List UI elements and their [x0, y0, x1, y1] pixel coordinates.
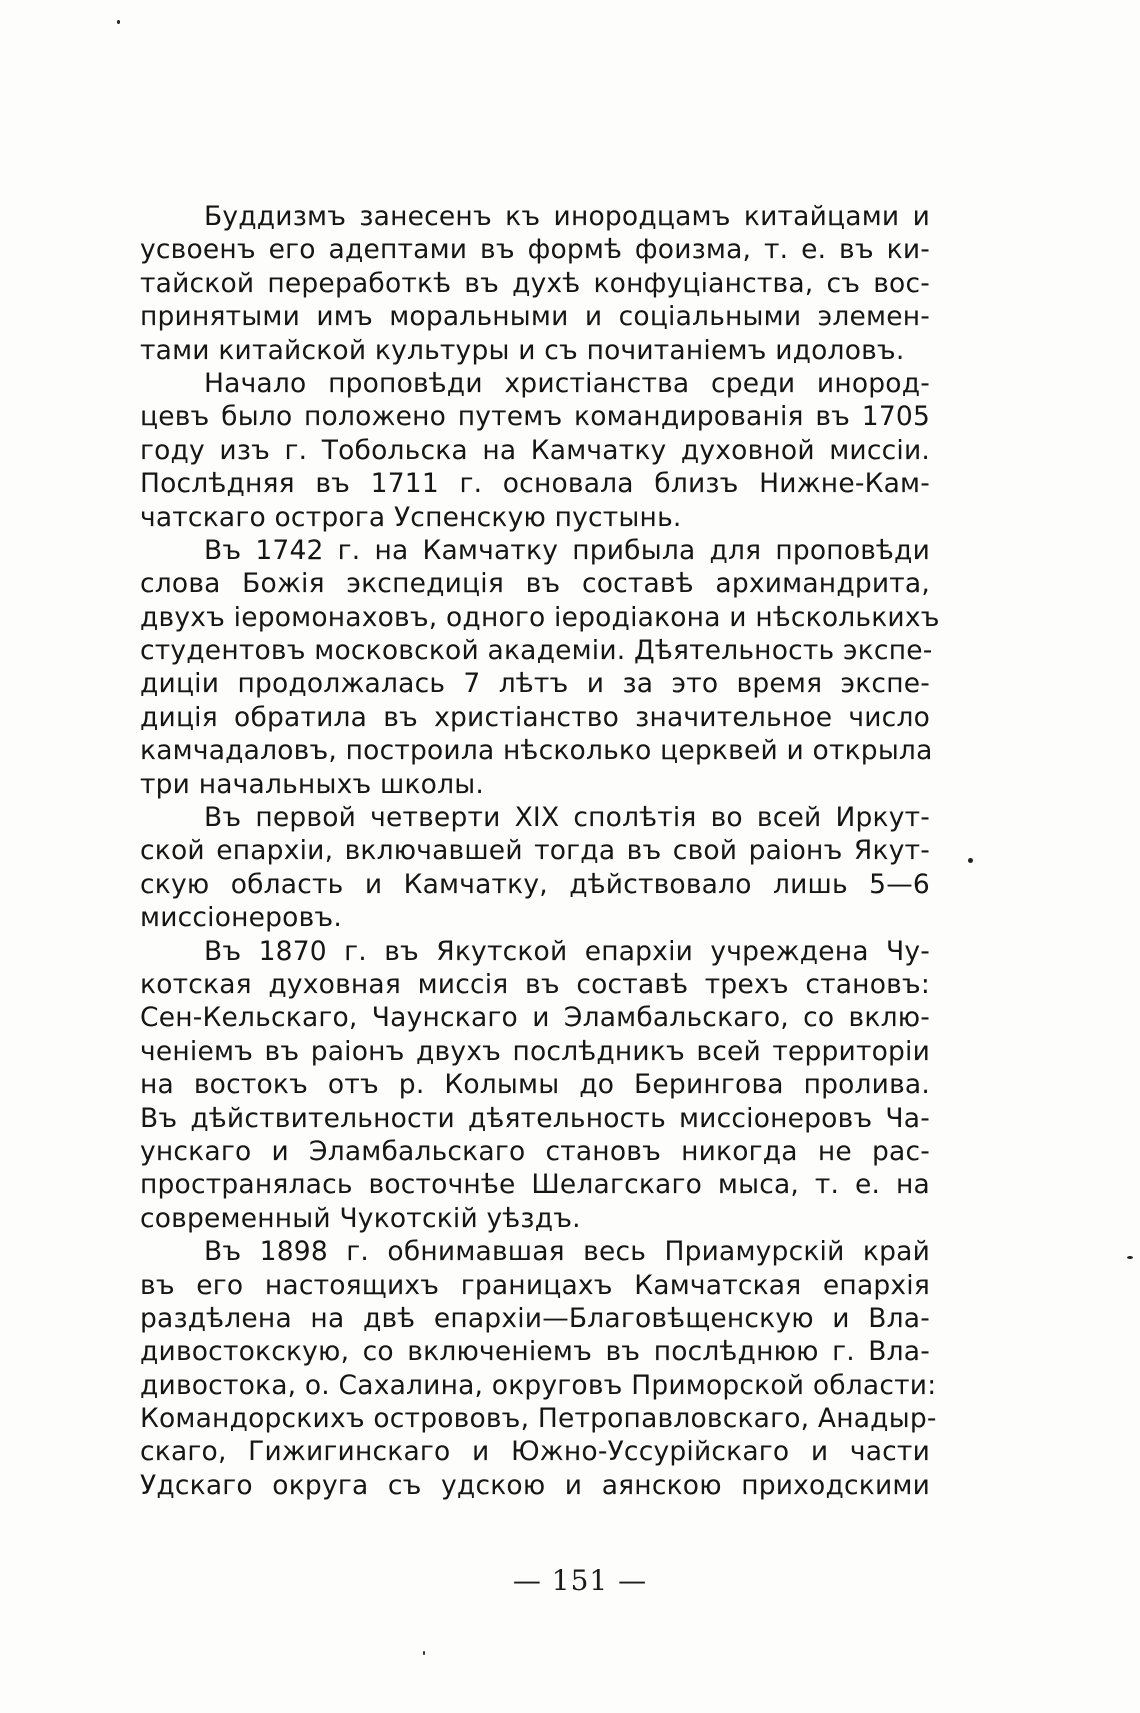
- text-line: чатскаго острога Успенскую пустынь.: [140, 501, 682, 533]
- text-line: скую область и Камчатку, дѣйствовало лишь 5—6: [140, 868, 930, 900]
- paragraph-mission-1705: [140, 367, 930, 534]
- page-number: — 151 —: [512, 1564, 648, 1597]
- text-line: три начальныхъ школы.: [140, 768, 484, 800]
- text-line: Въ 1870 г. въ Якутской епархіи учреждена Чу-: [204, 935, 930, 967]
- text-line: скаго, Гижигинскаго и Южно-Уссурійскаго и части: [140, 1436, 930, 1468]
- text-line: ченіемъ въ раіонъ двухъ послѣдникъ всей территоріи: [140, 1035, 930, 1067]
- text-line: миссіонеровъ.: [140, 902, 342, 934]
- text-line: Въ 1742 г. на Камчатку прибыла для проповѣди: [204, 534, 930, 566]
- text-line: Удскаго округа съ удскою и аянскою приходскими: [140, 1469, 930, 1501]
- text-line: студентовъ московской академіи. Дѣятельность экспе-: [140, 635, 933, 667]
- text-line: усвоенъ его адептами въ формѣ фоизма, т. е. въ ки-: [140, 234, 930, 266]
- text-line: котская духовная миссія въ составѣ трехъ становъ:: [140, 968, 930, 1000]
- text-line: пространялась восточнѣе Шелагскаго мыса, т. е. на: [140, 1169, 930, 1201]
- text-line: камчадаловъ, построила нѣсколько церквей и открыла: [140, 735, 933, 767]
- paragraph-chukotka-mission-1870: [140, 935, 930, 1236]
- text-line: тайской переработкѣ въ духѣ конфуціанства, съ вос-: [140, 267, 930, 299]
- text-line: современный Чукотскій уѣздъ.: [140, 1202, 581, 1234]
- text-line: диціи продолжалась 7 лѣтъ и за это время экспе-: [140, 668, 930, 700]
- paragraph-buddhism: [140, 200, 930, 367]
- text-line: Начало проповѣди христіанства среди инород-: [204, 367, 930, 399]
- text-line: въ его настоящихъ границахъ Камчатская епархія: [140, 1269, 930, 1301]
- ink-speck: [423, 1651, 425, 1655]
- text-line: дивостока, о. Сахалина, округовъ Приморской области:: [140, 1369, 937, 1401]
- text-line: Въ дѣйствительности дѣятельность миссіонеровъ Ча-: [140, 1102, 930, 1134]
- body-text: [140, 200, 940, 1502]
- text-line: дивостокскую, со включеніемъ въ послѣднюю г. Вла-: [140, 1336, 930, 1368]
- paragraph-irkutsk-eparchy: [140, 801, 930, 935]
- text-line: двухъ іеромонаховъ, одного іеродіакона и нѣсколькихъ: [140, 601, 940, 633]
- text-line: Послѣдняя въ 1711 г. основала близъ Нижне-Кам-: [140, 468, 930, 500]
- paragraph-kamchatka-eparchy-1898: [140, 1235, 937, 1502]
- text-line: ской епархіи, включавшей тогда въ свой раіонъ Якут-: [140, 835, 930, 867]
- text-line: Въ первой четверти XIX сполѣтія во всей Иркут-: [204, 802, 930, 834]
- ink-speck: [1127, 1256, 1133, 1259]
- text-line: на востокъ отъ р. Колымы до Берингова пролива.: [140, 1069, 930, 1101]
- ink-speck: [968, 858, 973, 863]
- paragraph-expedition-1742: [140, 534, 940, 801]
- text-line: слова Божія экспедиція въ составѣ архимандрита,: [140, 568, 930, 600]
- text-line: году изъ г. Тобольска на Камчатку духовной миссіи.: [140, 434, 930, 466]
- text-line: тами китайской культуры и съ почитаніемъ идоловъ.: [140, 334, 905, 366]
- text-line: Въ 1898 г. обнимавшая весь Приамурскій край: [204, 1236, 930, 1268]
- ink-speck: [117, 20, 120, 24]
- text-line: диція обратила въ христіанство значительное число: [140, 701, 930, 733]
- text-line: Буддизмъ занесенъ къ инородцамъ китайцами и: [204, 201, 930, 232]
- text-line: принятыми имъ моральными и соціальными элемен-: [140, 301, 930, 333]
- text-line: Сен-Кельскаго, Чаунскаго и Эламбальскаго, со вклю-: [140, 1002, 930, 1034]
- text-line: Командорскихъ острововъ, Петропавловскаго, Анадыр-: [140, 1403, 937, 1435]
- text-line: унскаго и Эламбальскаго становъ никогда не рас-: [140, 1135, 930, 1167]
- text-line: раздѣлена на двѣ епархіи—Благовѣщенскую и Вла-: [140, 1302, 930, 1334]
- text-line: цевъ было положено путемъ командированія въ 1705: [140, 401, 930, 433]
